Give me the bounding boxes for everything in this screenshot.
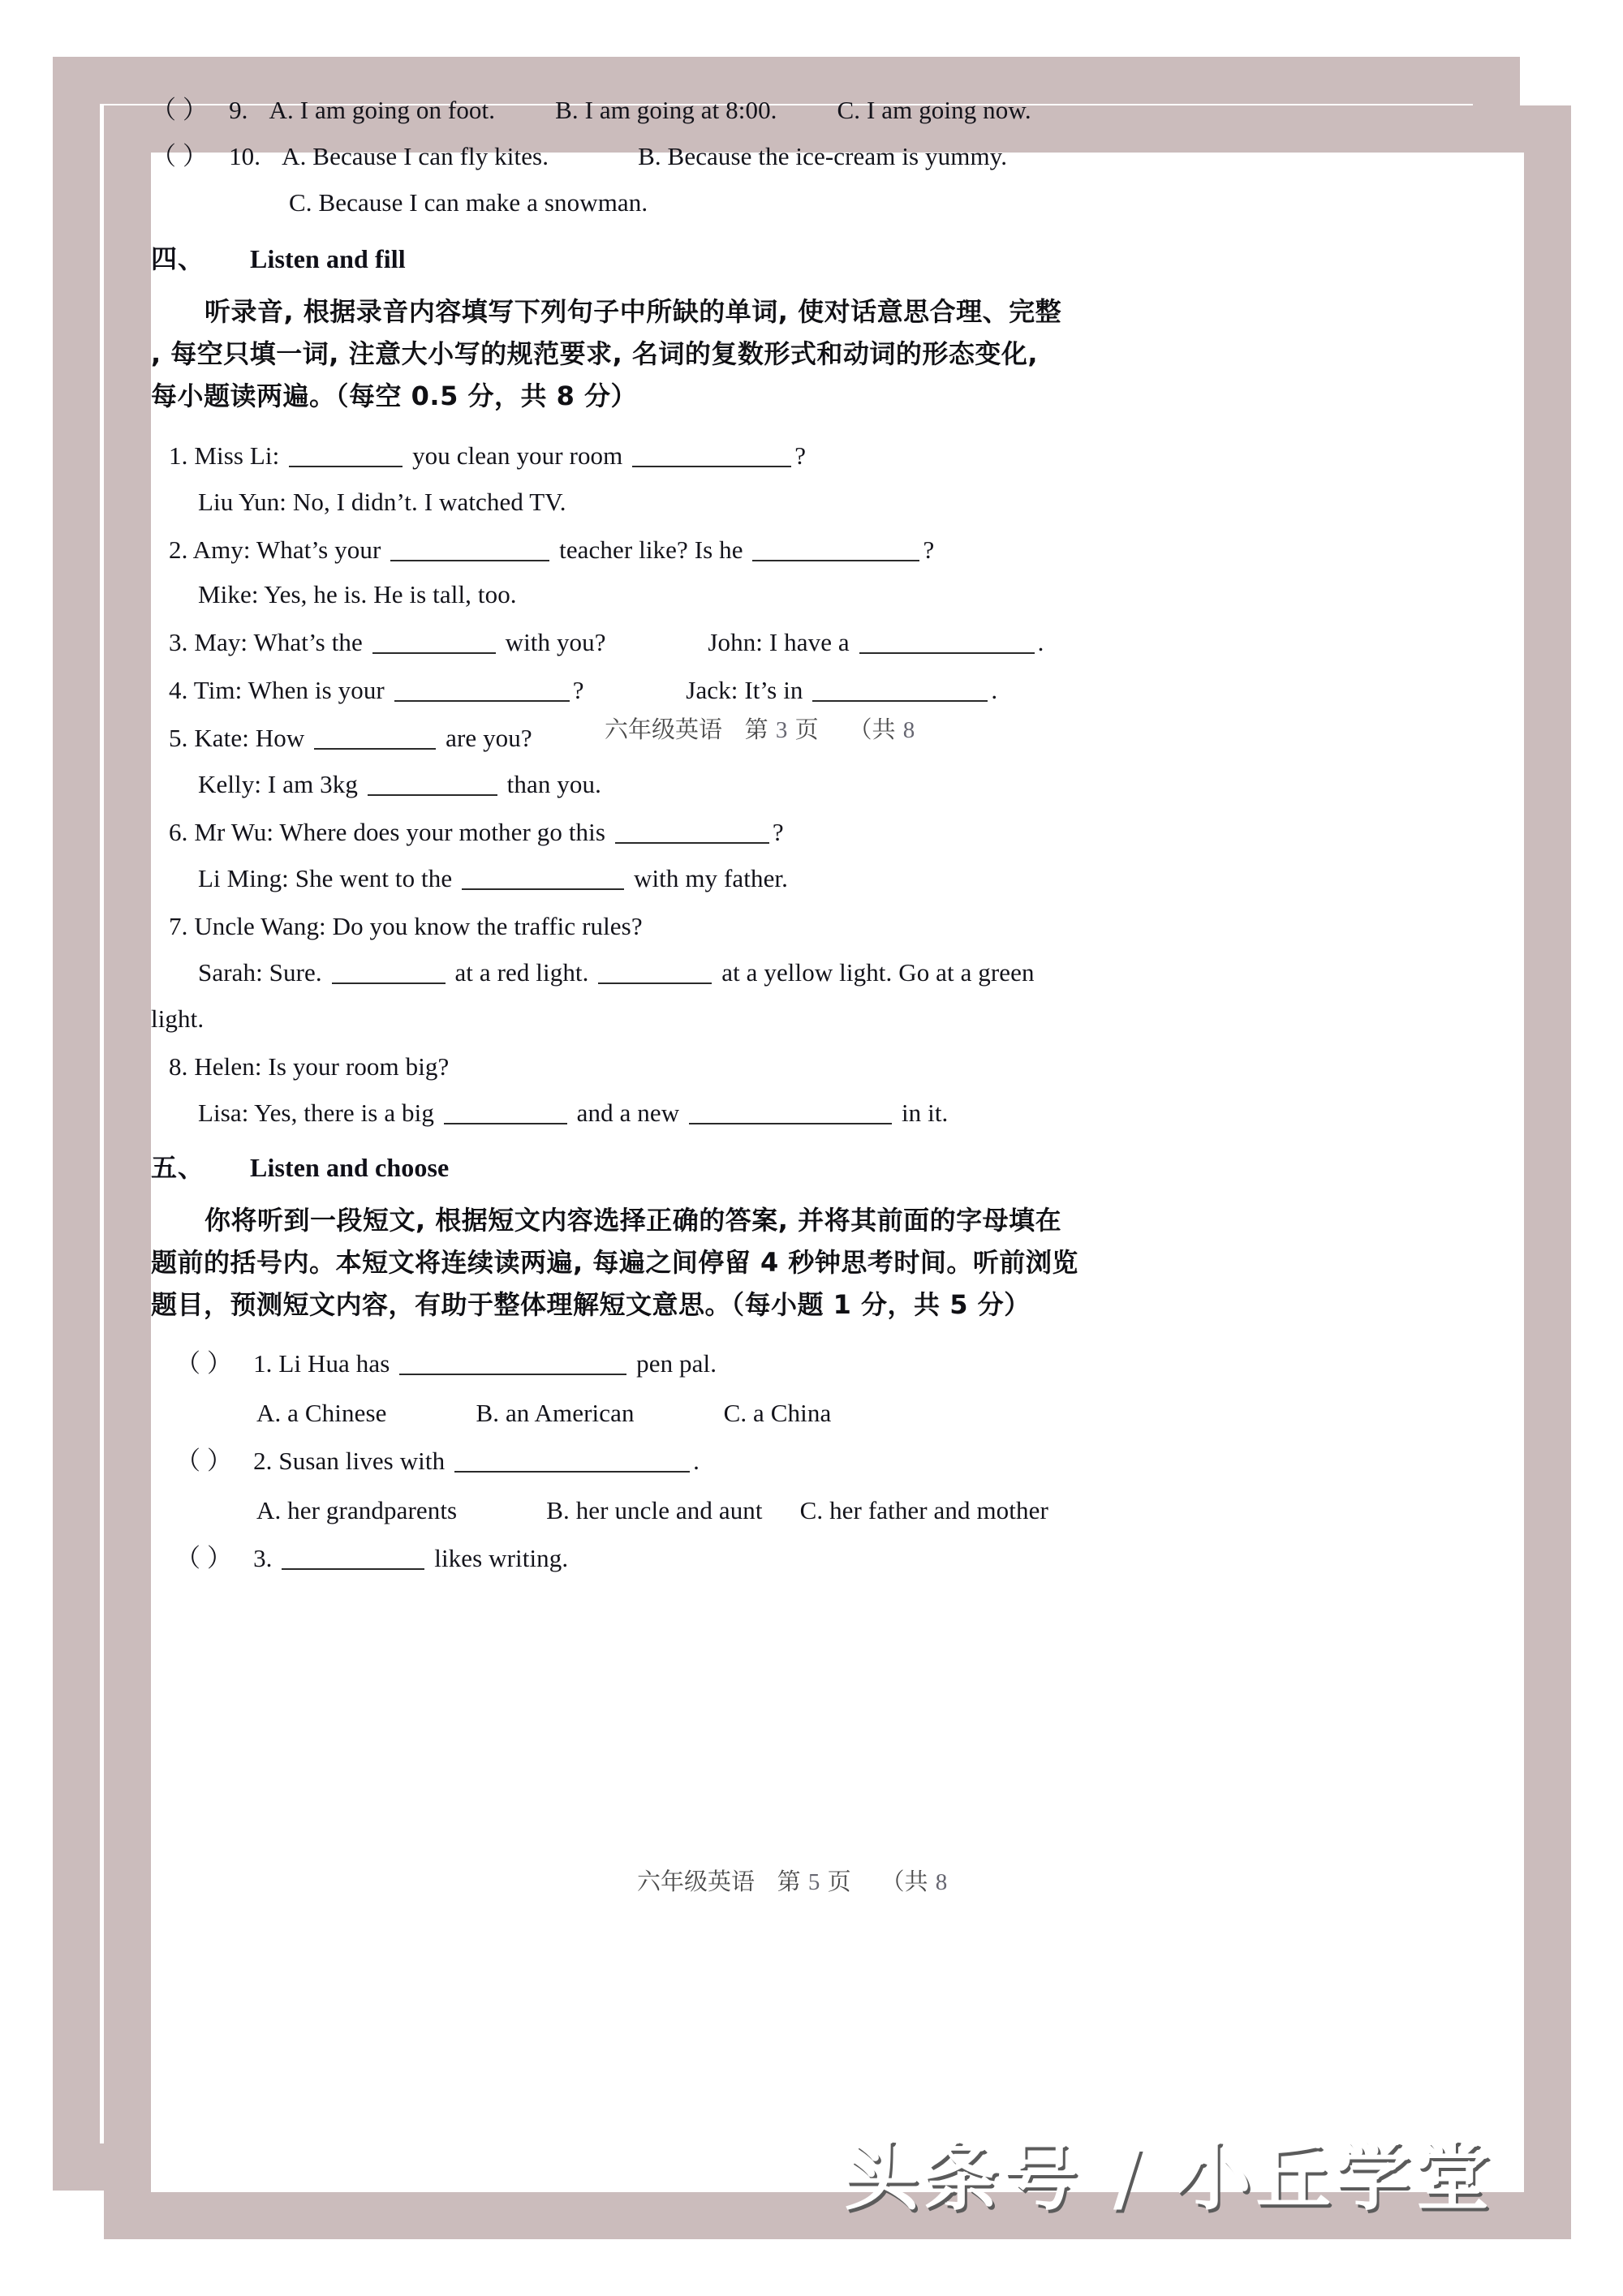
fill-7-reply-mid-1: at a red light. <box>454 958 589 987</box>
choice5-1-option-b: B. an American <box>476 1398 635 1427</box>
choice5-1-num: 1. <box>253 1348 273 1378</box>
fill-item-8 <box>151 1054 1530 1079</box>
choice5-1-blank[interactable] <box>399 1352 626 1375</box>
fill-4-left-tail: ? <box>572 676 584 705</box>
section-four-instruction-line-2: , 每空只填一词, 注意大小写的规范要求, 名词的复数形式和动词的形态变化, <box>151 338 1039 369</box>
fill-8-reply-mid-1: and a new <box>576 1099 680 1128</box>
fill-item-1 <box>151 441 1530 471</box>
fill-7-blank-2[interactable] <box>598 961 712 984</box>
fill-item-5-reply <box>151 772 1530 797</box>
choice5-2-stem-after: . <box>693 1446 700 1475</box>
choice5-2-option-a: A. her grandparents <box>256 1495 458 1524</box>
fill-8-speaker: Helen: Is your room big? <box>194 1052 450 1081</box>
choice5-1-option-a: A. a Chinese <box>256 1398 387 1427</box>
section-five-title: Listen and choose <box>250 1153 450 1183</box>
fill-item-6 <box>151 819 1530 845</box>
choice-item-10-wrap <box>151 190 1530 215</box>
footer-stamp-3-total-num: 8 <box>902 717 915 743</box>
choice5-1-stem-after: pen pal. <box>636 1348 717 1378</box>
fill-6-reply-tail: with my father. <box>633 864 788 893</box>
footer-stamp-5-total-prefix: （共 <box>880 1868 928 1895</box>
choice-10-paren: （ ） <box>151 142 209 170</box>
fill-7-speaker: Uncle Wang: Do you know the traffic rules? <box>194 912 643 941</box>
fill-4-right-tail: . <box>991 676 998 705</box>
footer-stamp-page-5 <box>637 1864 947 1897</box>
fill-3-blank-2[interactable] <box>859 631 1035 654</box>
fill-2-speaker: Amy: What’s your <box>192 535 381 565</box>
choice5-1-paren: （ ） <box>175 1348 233 1378</box>
watermark-text: 头条号 / 小丘学堂 <box>844 2134 1495 2221</box>
fill-7-reply-wrap: light. <box>151 1004 204 1034</box>
choice-five-item-2-options <box>151 1495 1530 1524</box>
section-five-instructions <box>151 1200 1311 1326</box>
section-four-marker: 四、 <box>151 243 205 274</box>
fill-3-left-tail: with you? <box>505 628 606 657</box>
footer-stamp-5-page-unit: 页 <box>827 1868 851 1895</box>
section-five-marker: 五、 <box>151 1152 205 1184</box>
fill-5-reply-speaker: Kelly: I am 3kg <box>198 770 358 799</box>
fill-4-blank-2[interactable] <box>812 679 988 702</box>
fill-5-num: 5. <box>169 724 188 753</box>
choice-five-item-3 <box>151 1543 1530 1572</box>
choice-five-item-2 <box>151 1448 1530 1473</box>
choice-9-option-a: A. I am going on foot. <box>269 96 496 124</box>
footer-stamp-3-subject: 六年级英语 <box>605 716 723 743</box>
fill-8-blank-1[interactable] <box>444 1102 567 1124</box>
fill-7-num: 7. <box>169 912 188 941</box>
choice5-2-stem-before: Susan lives with <box>278 1446 446 1475</box>
fill-2-text-2: ? <box>923 535 935 565</box>
fill-item-8-reply <box>151 1099 1530 1128</box>
choice5-2-option-c: C. her father and mother <box>799 1495 1048 1524</box>
fill-item-1-reply <box>151 488 1530 517</box>
choice-10-number: 10. <box>229 142 261 170</box>
choice-9-option-c: C. I am going now. <box>837 96 1031 124</box>
fill-item-7 <box>151 914 1530 939</box>
fill-item-2-reply <box>151 582 1530 607</box>
choice-9-paren: （ ） <box>151 96 209 124</box>
fill-4-blank-1[interactable] <box>394 679 570 702</box>
fill-6-tail: ? <box>772 818 784 847</box>
section-five-instruction-line-3: 题目，预测短文内容，有助于整体理解短文意思。（每小题 1 分，共 5 分） <box>151 1289 1031 1321</box>
fill-5-speaker: Kate: How <box>194 724 305 753</box>
choice5-1-stem-before: Li Hua has <box>278 1348 390 1378</box>
footer-stamp-3-page-label: 第 <box>744 716 768 743</box>
choice-five-item-1 <box>151 1348 1530 1378</box>
fill-6-blank-1[interactable] <box>615 821 769 844</box>
fill-6-num: 6. <box>169 818 188 847</box>
fill-2-blank-2[interactable] <box>752 539 919 561</box>
choice5-3-blank[interactable] <box>282 1547 424 1570</box>
fill-1-text-1: you clean your room <box>412 441 623 471</box>
fill-5-blank-1[interactable] <box>314 727 436 750</box>
fill-3-left-speaker: May: What’s the <box>194 628 363 657</box>
fill-3-right-speaker: John: I have a <box>708 628 850 657</box>
fill-5-reply-tail: than you. <box>506 770 601 799</box>
fill-item-7-reply <box>151 960 1530 985</box>
fill-4-right-speaker: Jack: It’s in <box>686 676 803 705</box>
section-four-instructions <box>151 291 1311 417</box>
choice5-1-option-c: C. a China <box>723 1398 832 1427</box>
choice-9-option-b: B. I am going at 8:00. <box>555 96 777 124</box>
fill-item-4 <box>151 677 1530 703</box>
choice-item-9 <box>151 97 1530 123</box>
fill-4-num: 4. <box>169 676 188 705</box>
choice-item-10 <box>151 144 1530 169</box>
choice5-2-blank[interactable] <box>454 1450 690 1473</box>
fill-2-reply-speaker: Mike: <box>198 580 259 609</box>
fill-6-reply-speaker: Li Ming: She went to the <box>198 864 453 893</box>
fill-1-blank-1[interactable] <box>289 445 403 467</box>
section-five-instruction-line-2: 题前的括号内。本短文将连续读两遍, 每遍之间停留 4 秒钟思考时间。听前浏览 <box>151 1247 1078 1279</box>
fill-1-text-2: ? <box>794 441 807 471</box>
choice5-3-num: 3. <box>253 1543 273 1572</box>
instr4-l1: 听录音, 根据录音内容填写下列句子中所缺的单词, 使对话意思合理、完整 <box>204 296 1062 327</box>
footer-stamp-3-page-unit: 页 <box>794 716 819 743</box>
fill-3-right-tail: . <box>1037 628 1044 657</box>
fill-1-reply-text: No, I didn’t. I watched TV. <box>292 488 566 517</box>
section-heading-five <box>151 1152 1530 1184</box>
fill-5-tail: are you? <box>446 724 532 753</box>
document-content <box>151 97 1530 1571</box>
fill-1-blank-2[interactable] <box>632 445 791 467</box>
fill-item-2 <box>151 535 1530 565</box>
fill-1-reply-speaker: Liu Yun: <box>198 488 287 517</box>
fill-2-num: 2. <box>169 535 188 565</box>
fill-item-6-reply <box>151 866 1530 891</box>
section-heading-four <box>151 243 1530 274</box>
fill-5-blank-2[interactable] <box>368 773 497 796</box>
section-four-instruction-line-1 <box>151 291 1311 333</box>
section-five-instruction-line-1 <box>151 1200 1311 1242</box>
fill-6-speaker: Mr Wu: Where does your mother go this <box>194 818 606 847</box>
choice5-2-option-b: B. her uncle and aunt <box>546 1495 763 1524</box>
choice5-2-num: 2. <box>253 1446 273 1475</box>
choice-9-number: 9. <box>229 96 248 124</box>
fill-8-reply-speaker: Lisa: Yes, there is a big <box>198 1099 434 1128</box>
fill-4-left-speaker: Tim: When is your <box>193 676 385 705</box>
fill-6-blank-2[interactable] <box>462 867 624 890</box>
footer-stamp-3-page-num: 3 <box>775 717 788 743</box>
fill-8-num: 8. <box>169 1052 188 1081</box>
fill-3-num: 3. <box>169 628 188 657</box>
footer-stamp-5-subject: 六年级英语 <box>637 1868 756 1895</box>
choice-10-option-b: B. Because the ice-cream is yummy. <box>638 142 1008 170</box>
fill-8-blank-2[interactable] <box>689 1102 892 1124</box>
instr5-l1: 你将听到一段短文, 根据短文内容选择正确的答案, 并将其前面的字母填在 <box>204 1205 1062 1236</box>
fill-2-reply-text: Yes, he is. He is tall, too. <box>264 580 517 609</box>
fill-1-speaker: Miss Li: <box>194 441 280 471</box>
section-four-title: Listen and fill <box>250 244 406 273</box>
footer-stamp-5-page-label: 第 <box>777 1868 801 1895</box>
fill-7-reply-mid-2: at a yellow light. Go at a green <box>721 958 1035 987</box>
choice-10-option-c: C. Because I can make a snowman. <box>289 188 648 217</box>
fill-3-blank-1[interactable] <box>372 631 496 654</box>
footer-stamp-5-total-num: 8 <box>935 1869 948 1895</box>
choice-five-item-1-options <box>151 1400 1530 1425</box>
fill-item-7-wrap <box>151 1004 1530 1034</box>
section-four-instruction-line-3: 每小题读两遍。（每空 0.5 分，共 8 分） <box>151 380 638 411</box>
choice5-2-paren: （ ） <box>175 1446 233 1475</box>
choice-10-option-a: A. Because I can fly kites. <box>282 142 549 170</box>
footer-stamp-5-page-num: 5 <box>807 1869 820 1895</box>
footer-stamp-3-total-prefix: （共 <box>848 716 896 743</box>
fill-8-reply-tail: in it. <box>901 1099 949 1128</box>
fill-2-text-1: teacher like? Is he <box>559 535 743 565</box>
footer-stamp-page-3 <box>605 712 915 745</box>
choice5-3-stem-after: likes writing. <box>434 1543 569 1572</box>
fill-7-reply-speaker: Sarah: Sure. <box>198 958 322 987</box>
choice5-3-paren: （ ） <box>175 1543 233 1572</box>
fill-1-num: 1. <box>169 441 188 471</box>
fill-item-3 <box>151 630 1530 655</box>
fill-2-blank-1[interactable] <box>390 539 549 561</box>
fill-7-blank-1[interactable] <box>332 961 446 984</box>
